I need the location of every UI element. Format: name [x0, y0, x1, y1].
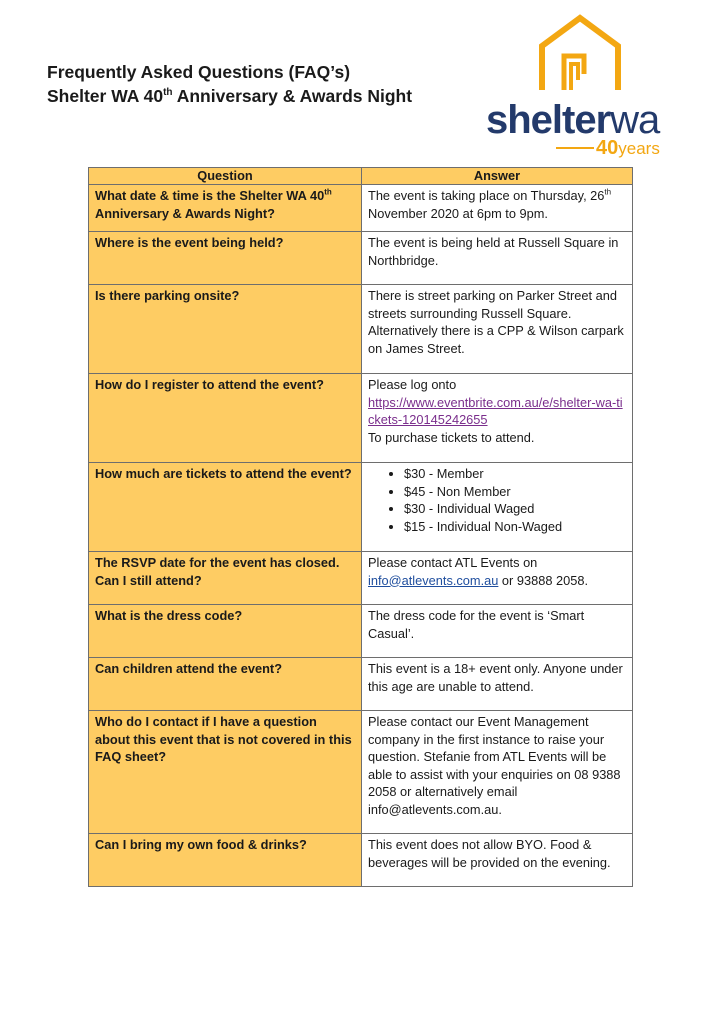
answer-cell: The event is taking place on Thursday, 26th November 2020 at 6pm to 9pm.	[362, 185, 633, 232]
table-row	[89, 374, 633, 463]
logo-wordmark: shelterwa	[486, 98, 660, 142]
list-item: • $15 - Individual Non-Waged	[404, 518, 626, 536]
question-cell: Who do I contact if I have a question about this event that is not covered in this FAQ sheet?	[89, 711, 362, 834]
table-row	[89, 285, 633, 374]
table-row	[89, 185, 633, 232]
answer-cell: This event does not allow BYO. Food & beverages will be provided on the evening.	[362, 834, 633, 887]
question-cell: Can I bring my own food & drinks?	[89, 834, 362, 887]
question-cell: How much are tickets to attend the event?	[89, 463, 362, 552]
eventbrite-link[interactable]: https://www.eventbrite.com.au/e/shelter-wa-tickets-120145242655	[368, 394, 623, 427]
list-item: • $30 - Member	[404, 465, 626, 483]
question-cell: Is there parking onsite?	[89, 285, 362, 374]
answer-cell: The dress code for the event is ‘Smart Casual’.	[362, 605, 633, 658]
title-line-2: Shelter WA 40th Anniversary & Awards Night	[47, 86, 413, 106]
title-line-1: Frequently Asked Questions (FAQ’s)	[47, 62, 351, 82]
page-title	[47, 60, 412, 108]
table-row	[89, 711, 633, 834]
header-question: Question	[89, 168, 362, 185]
answer-cell: Please contact our Event Management company in the first instance to raise your question. Stefanie from ATL Events will be able to assist with your enquiries on 08 9388 2058 or alternatively email info@atlevents.com.au.	[362, 711, 633, 834]
question-cell: The RSVP date for the event has closed. Can I still attend?	[89, 552, 362, 605]
table-header-row	[89, 168, 633, 185]
price-list	[368, 465, 626, 535]
logo-years: 40years	[596, 137, 660, 159]
table-row	[89, 834, 633, 887]
question-cell: What is the dress code?	[89, 605, 362, 658]
table-row	[89, 658, 633, 711]
answer-cell: The event is being held at Russell Square in Northbridge.	[362, 232, 633, 285]
question-cell: How do I register to attend the event?	[89, 374, 362, 463]
table-row	[89, 463, 633, 552]
list-item: • $45 - Non Member	[404, 483, 626, 501]
faq-table	[88, 167, 633, 887]
table-row	[89, 232, 633, 285]
table-row	[89, 605, 633, 658]
answer-cell	[362, 463, 633, 552]
list-item: • $30 - Individual Waged	[404, 500, 626, 518]
answer-cell: Please log onto https://www.eventbrite.com.au/e/shelter-wa-tickets-120145242655 To purchase tickets to attend.	[362, 374, 633, 463]
logo-rule	[556, 147, 594, 149]
table-row	[89, 552, 633, 605]
header-answer: Answer	[362, 168, 633, 185]
question-cell: Where is the event being held?	[89, 232, 362, 285]
email-link[interactable]: info@atlevents.com.au	[368, 572, 499, 588]
question-cell: Can children attend the event?	[89, 658, 362, 711]
answer-cell: There is street parking on Parker Street and streets surrounding Russell Square. Alternatively there is a CPP & Wilson carpark on James Street.	[362, 285, 633, 374]
question-cell: What date & time is the Shelter WA 40th Anniversary & Awards Night?	[89, 185, 362, 232]
answer-cell: Please contact ATL Events on info@atlevents.com.au or 93888 2058.	[362, 552, 633, 605]
answer-cell: This event is a 18+ event only. Anyone under this age are unable to attend.	[362, 658, 633, 711]
